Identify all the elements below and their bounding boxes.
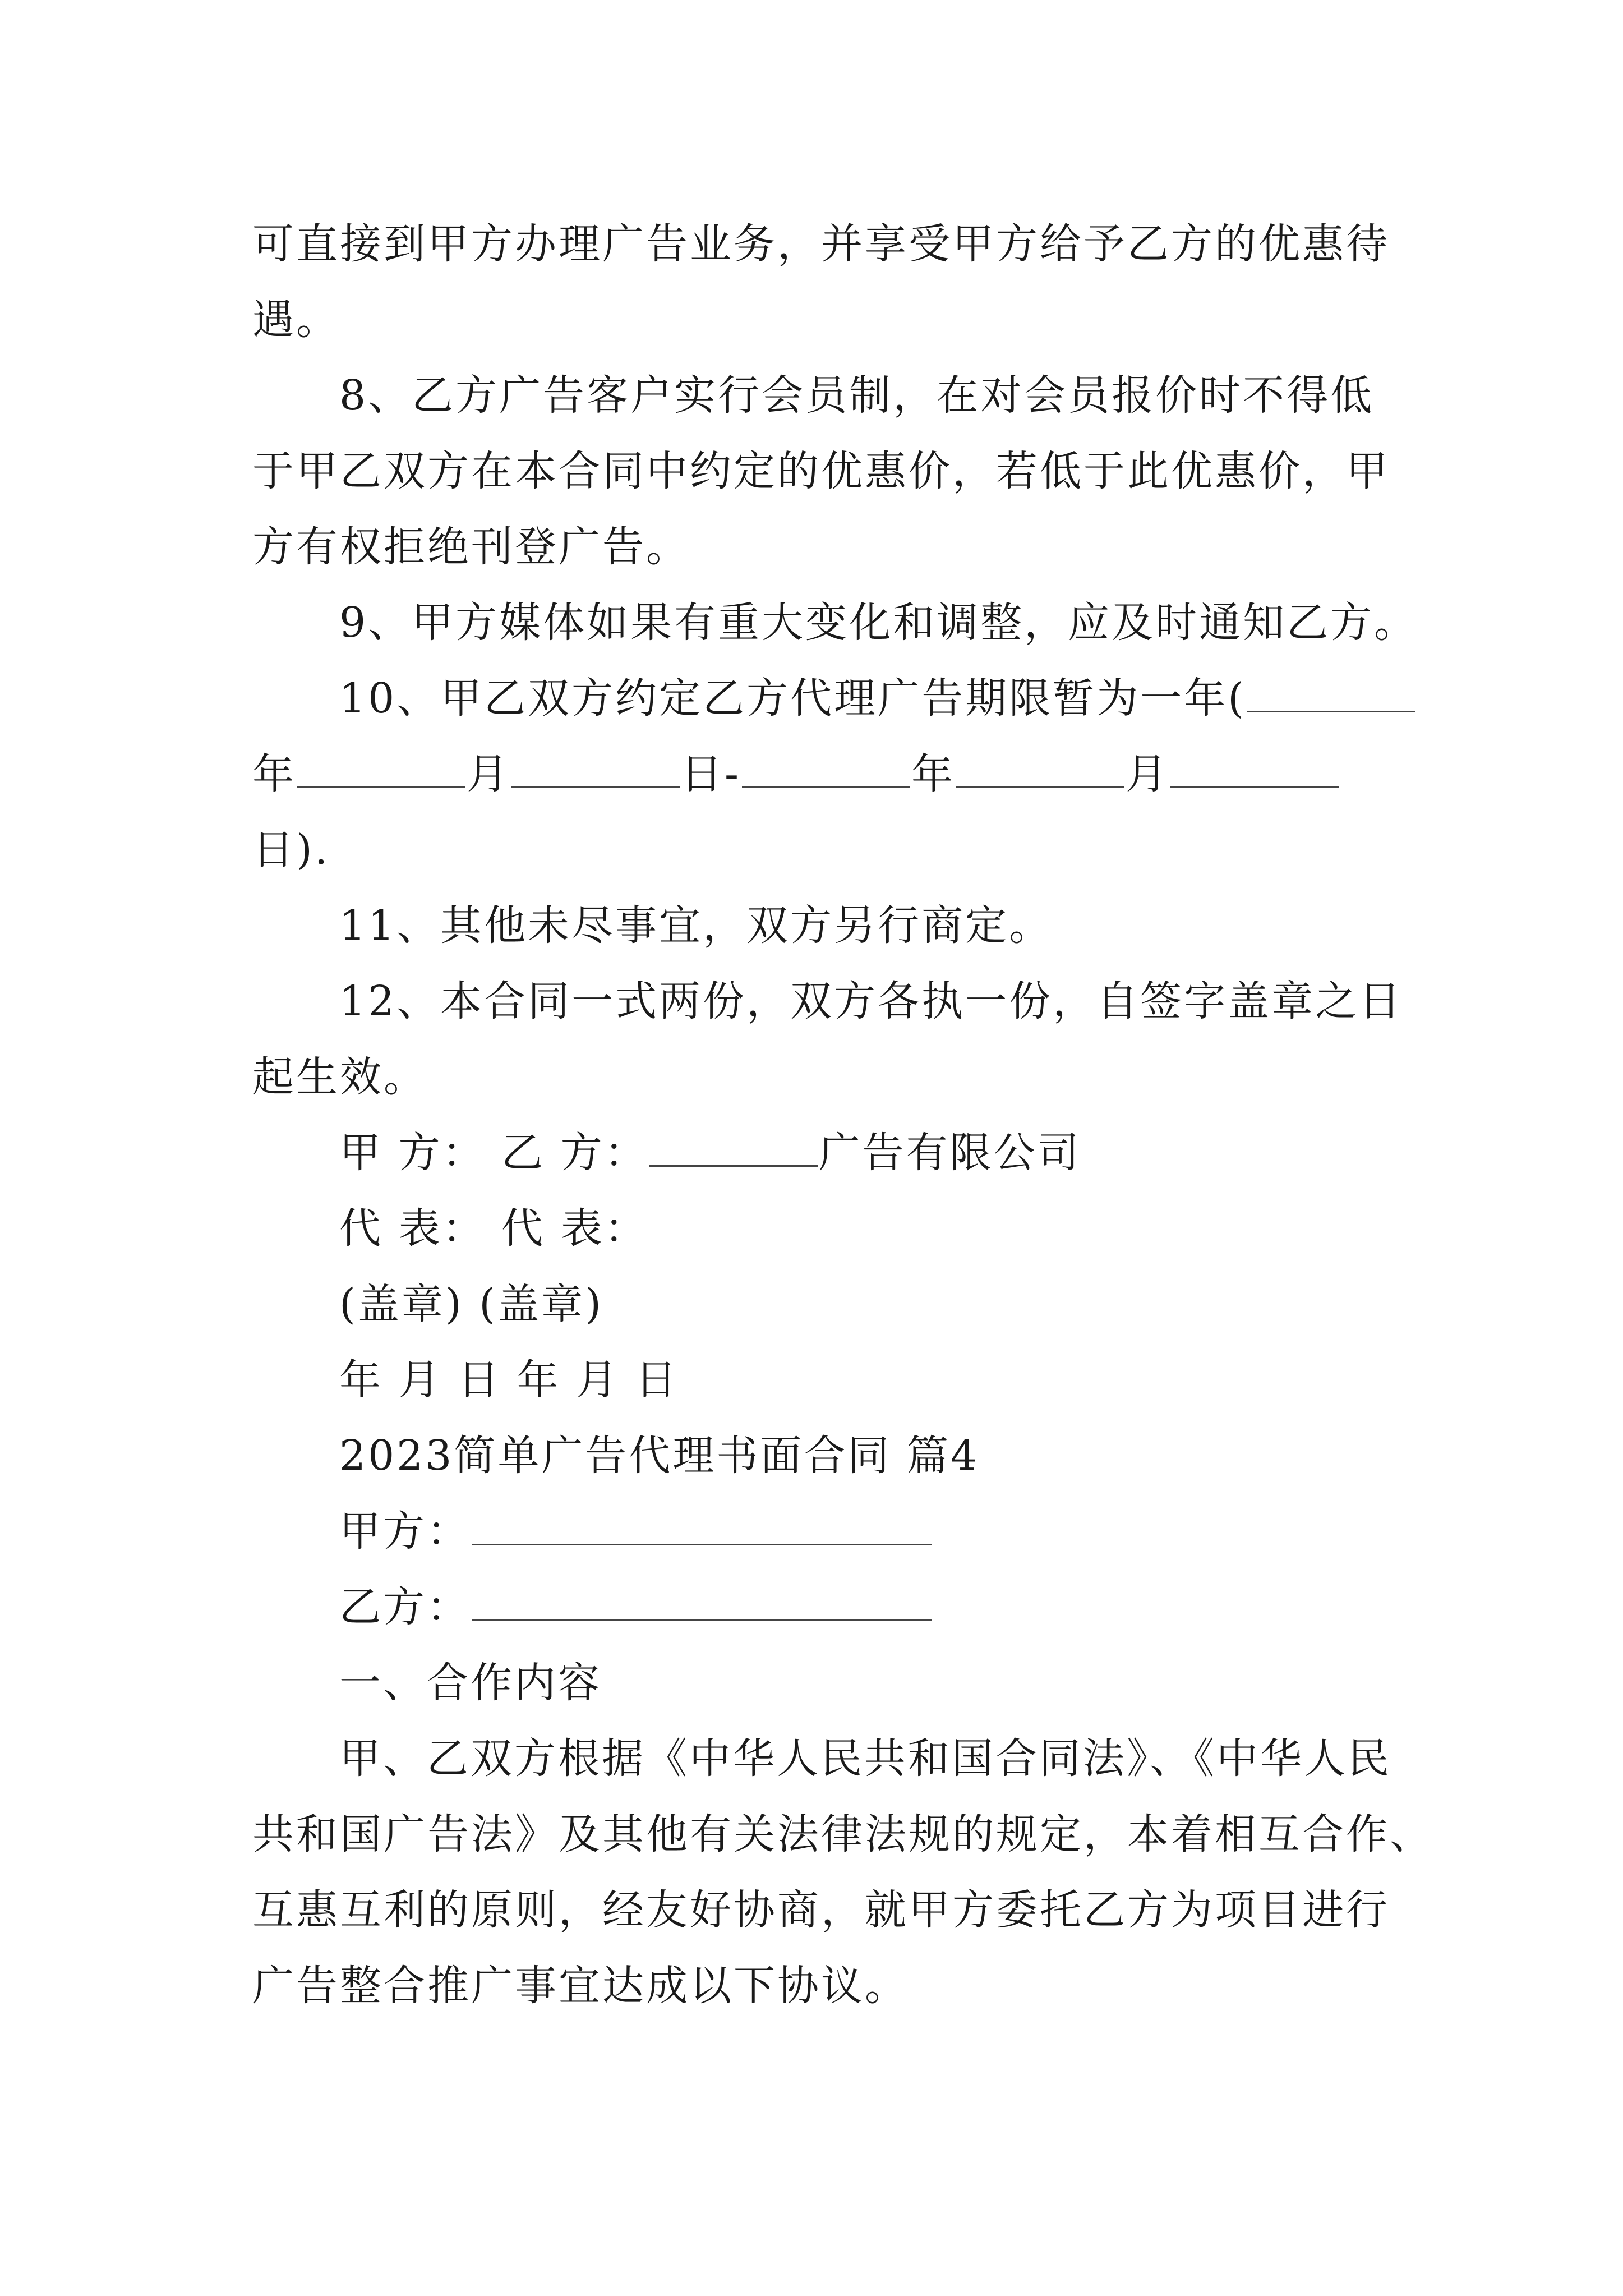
blank-field	[297, 746, 465, 788]
text: 起生效。	[252, 1053, 427, 1101]
blank-field	[1170, 746, 1339, 788]
text: 年	[252, 750, 296, 798]
paragraph-line	[252, 292, 340, 348]
text: 8、乙方广告客户实行会员制，在对会员报价时不得低	[339, 371, 1375, 420]
blank-field	[956, 746, 1124, 788]
text: 共和国广告法》及其他有关法律法规的规定，本着相互合作、	[252, 1810, 1433, 1858]
text: 遇。	[252, 296, 340, 344]
party-a-line	[339, 1503, 933, 1559]
signature-representative-line	[339, 1200, 648, 1257]
text: 广告有限公司	[818, 1129, 1081, 1177]
clause-9-line	[339, 595, 1418, 651]
paragraph-line	[252, 1958, 909, 2014]
text: 10、甲乙双方约定乙方代理广告期限暂为一年(	[339, 674, 1247, 723]
paragraph-line	[252, 519, 690, 575]
text: 甲方：	[339, 1507, 471, 1556]
text: 方有权拒绝刊登广告。	[252, 523, 690, 571]
text: 日-	[681, 750, 741, 798]
subsection-heading	[339, 1655, 602, 1711]
text: 于甲乙双方在本合同中约定的优惠价，若低于此优惠价，甲	[252, 447, 1390, 495]
text: 日).	[252, 826, 330, 874]
blank-field	[472, 1579, 932, 1621]
paragraph-line	[252, 1806, 1433, 1862]
text: 年	[911, 750, 956, 798]
text: 代 表： 代 表：	[339, 1204, 648, 1253]
blank-field	[1247, 670, 1415, 712]
text: 互惠互利的原则，经友好协商，就甲方委托乙方为项目进行	[252, 1886, 1390, 1934]
blank-field	[472, 1503, 932, 1545]
paragraph-line	[252, 216, 1390, 272]
blank-field	[742, 746, 910, 788]
text: 一、合作内容	[339, 1659, 602, 1707]
signature-date-line	[339, 1352, 679, 1408]
clause-11-line	[339, 898, 1053, 954]
date-range-line	[252, 746, 1340, 802]
blank-field	[649, 1125, 818, 1167]
signature-parties-line	[339, 1125, 1081, 1181]
text: (盖章) (盖章)	[339, 1280, 604, 1328]
paragraph-line	[252, 443, 1390, 499]
party-b-line	[339, 1579, 933, 1635]
text: 年 月 日 年 月 日	[339, 1356, 679, 1404]
text: 月	[467, 750, 510, 798]
text: 甲 方： 乙 方：	[339, 1129, 648, 1177]
text: 9、甲方媒体如果有重大变化和调整，应及时通知乙方。	[339, 599, 1418, 647]
text: 11、其他未尽事宜，双方另行商定。	[339, 901, 1053, 950]
paragraph-line	[252, 1049, 427, 1105]
text: 广告整合推广事宜达成以下协议。	[252, 1962, 909, 2010]
text: 乙方：	[339, 1583, 471, 1631]
signature-seal-line	[339, 1276, 603, 1332]
section-title	[339, 1428, 979, 1484]
text: 月	[1126, 750, 1170, 798]
paragraph-line	[339, 1731, 1391, 1787]
clause-12-line	[339, 973, 1403, 1029]
clause-8-line	[339, 367, 1374, 424]
text: 12、本合同一式两份，双方各执一份，自签字盖章之日	[339, 977, 1403, 1025]
paragraph-line	[252, 1882, 1390, 1938]
text: 可直接到甲方办理广告业务，并享受甲方给予乙方的优惠待	[252, 220, 1390, 268]
blank-field	[511, 746, 680, 788]
text: 2023简单广告代理书面合同 篇4	[339, 1432, 979, 1480]
clause-10-line	[339, 670, 1417, 726]
text: 甲、乙双方根据《中华人民共和国合同法》、《中华人民	[339, 1734, 1391, 1783]
paragraph-line	[252, 822, 330, 878]
